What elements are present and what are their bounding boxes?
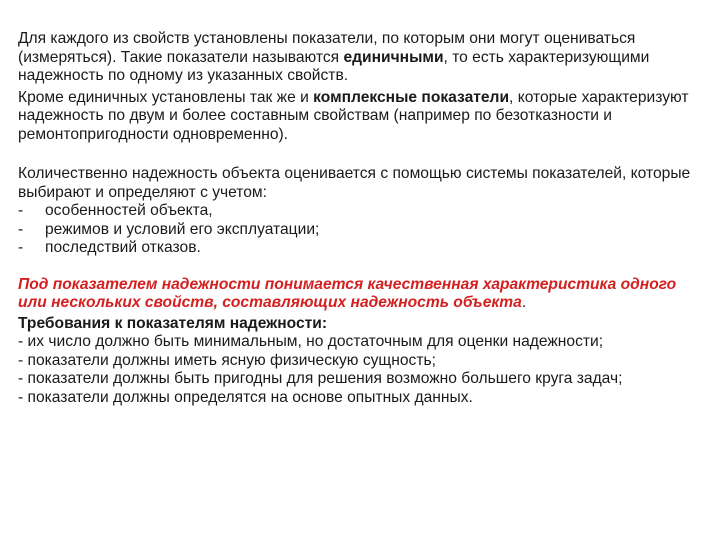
list-dash: - [18,220,24,238]
para2-text: Кроме единичных установлены так же и [18,88,314,106]
requirement-item: - показатели должны определятся на основе опытных данных. [18,388,473,406]
para1-text-end: , то есть характеризующими надежность по одному из указанных свойств. [18,48,650,84]
list-item [18,221,708,240]
definition-period: . [521,294,527,311]
factor-list [18,202,708,258]
requirement-item: - их число должно быть минимальным, но достаточным для оценки надежности; [18,333,604,350]
definition-text: Под показателем надежности понимается качественная характеристика одного или нескольких свойств, составляющих надежность объекта [18,275,677,311]
paragraph-unit-indicators [18,30,708,86]
list-dash: - [18,202,24,219]
paragraph-quantitative: Количественно надежность объекта оценивается с помощью системы показателей, которые выбирают и определяют с учетом: [18,165,691,201]
slide-text-body [18,30,708,407]
list-item-text: режимов и условий его эксплуатации; [45,220,320,238]
list-item-text: особенностей объекта, [45,202,213,219]
list-dash: - [18,239,24,256]
para2-text-end: , которые характеризуют надежность по двум и более составным свойствам (например по безотказности и ремонтопригодности одновременно). [18,88,689,143]
definition-paragraph [18,276,708,313]
term-complex: комплексные показатели [313,88,510,106]
list-item [18,239,708,258]
requirement-item: - показатели должны иметь ясную физическую сущность; [18,351,436,369]
paragraph-complex-indicators [18,89,708,145]
requirement-item: - показатели должны быть пригодны для решения возможно большего круга задач; [18,370,623,387]
term-single: единичными [343,48,444,66]
para1-text: Для каждого из свойств установлены показатели, по которым они могут оцениваться (измеряться). Такие показатели называются [18,30,636,66]
requirements-title: Требования к показателям надежности: [18,314,328,332]
list-item-text: последствий отказов. [45,239,201,256]
list-item [18,202,708,221]
